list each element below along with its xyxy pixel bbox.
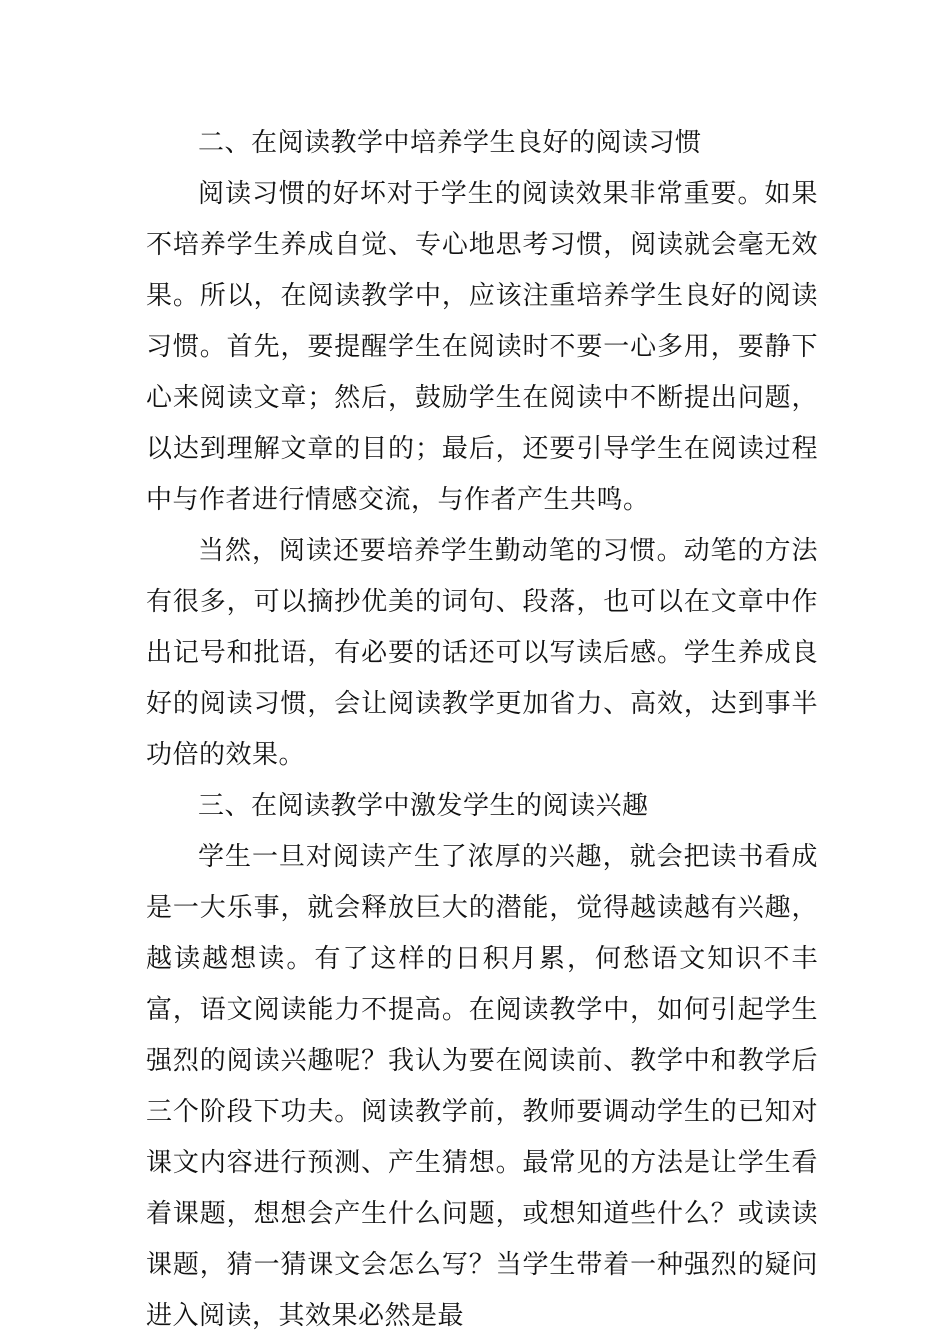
- body-paragraph: 阅读习惯的好坏对于学生的阅读效果非常重要。如果不培养学生养成自觉、专心地思考习惯，阅读就会毫无效果。所以，在阅读教学中，应该注重培养学生良好的阅读习惯。首先，要提醒学生在阅读时不要一心多用，要静下心来阅读文章；然后，鼓励学生在阅读中不断提出问题，以达到理解文章的目的；最后，还要引导学生在阅读过程中与作者进行情感交流，与作者产生共鸣。: [146, 179, 818, 515]
- document-body: [146, 118, 818, 1342]
- body-paragraph: 当然，阅读还要培养学生勤动笔的习惯。动笔的方法有很多，可以摘抄优美的词句、段落，也可以在文章中作出记号和批语，有必要的话还可以写读后感。学生养成良好的阅读习惯，会让阅读教学更加省力、高效，达到事半功倍的效果。: [146, 536, 818, 770]
- section-heading-3: 三、在阅读教学中激发学生的阅读兴趣: [198, 791, 649, 821]
- section-heading-2: 二、在阅读教学中培养学生良好的阅读习惯: [198, 128, 702, 158]
- body-paragraph: 学生一旦对阅读产生了浓厚的兴趣，就会把读书看成是一大乐事，就会释放巨大的潜能，觉得越读越有兴趣，越读越想读。有了这样的日积月累，何愁语文知识不丰富，语文阅读能力不提高。在阅读教学中，如何引起学生强烈的阅读兴趣呢？我认为要在阅读前、教学中和教学后三个阶段下功夫。阅读教学前，教师要调动学生的已知对课文内容进行预测、产生猜想。最常见的方法是让学生看着课题，想想会产生什么问题，或想知道些什么？或读读课题，猜一猜课文会怎么写？当学生带着一种强烈的疑问进入阅读，其效果必然是最: [146, 842, 818, 1331]
